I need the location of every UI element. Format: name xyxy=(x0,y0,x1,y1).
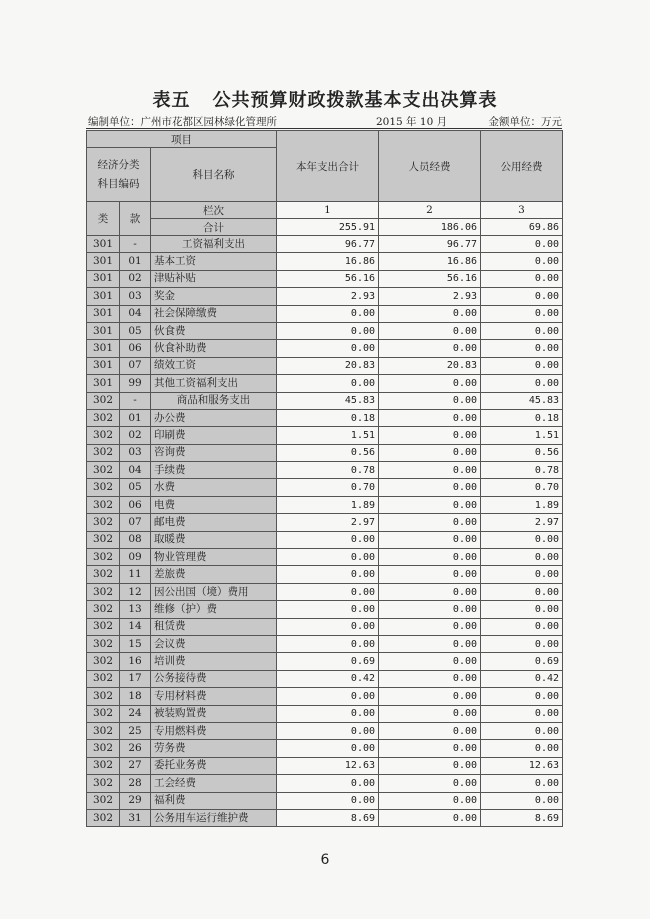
personnel-value: 0.00 xyxy=(379,566,481,583)
subject-name: 工会经费 xyxy=(151,775,277,792)
table-row xyxy=(87,705,563,722)
header-rule xyxy=(86,128,562,129)
personnel-value: 2.93 xyxy=(379,288,481,305)
section-code: 24 xyxy=(120,705,151,722)
public-value: 0.00 xyxy=(481,618,563,635)
table-row xyxy=(87,722,563,739)
header-section: 款 xyxy=(120,202,151,236)
class-code: 301 xyxy=(87,236,120,253)
personnel-value: 0.00 xyxy=(379,775,481,792)
class-code: 302 xyxy=(87,670,120,687)
header-personnel: 人员经费 xyxy=(379,131,481,202)
subject-name: 基本工资 xyxy=(151,253,277,270)
total-value: 8.69 xyxy=(277,809,379,826)
public-value: 8.69 xyxy=(481,809,563,826)
table-row xyxy=(87,514,563,531)
class-code: 302 xyxy=(87,740,120,757)
public-value: 0.00 xyxy=(481,601,563,618)
table-row xyxy=(87,427,563,444)
subject-name: 公务用车运行维护费 xyxy=(151,809,277,826)
public-value: 0.00 xyxy=(481,270,563,287)
section-code: 03 xyxy=(120,444,151,461)
total-value: 0.00 xyxy=(277,583,379,600)
total-value: 0.00 xyxy=(277,722,379,739)
subject-name: 伙食补助费 xyxy=(151,340,277,357)
subject-name: 办公费 xyxy=(151,409,277,426)
section-code: 17 xyxy=(120,670,151,687)
header-col-label: 栏次 xyxy=(151,202,277,219)
personnel-value: 0.00 xyxy=(379,514,481,531)
section-code: 05 xyxy=(120,322,151,339)
subject-name: 取暖费 xyxy=(151,531,277,548)
public-value: 0.00 xyxy=(481,236,563,253)
personnel-value: 0.00 xyxy=(379,427,481,444)
class-code: 302 xyxy=(87,792,120,809)
subject-name: 工资福利支出 xyxy=(151,236,277,253)
subject-name: 奖金 xyxy=(151,288,277,305)
personnel-value: 0.00 xyxy=(379,670,481,687)
class-code: 302 xyxy=(87,549,120,566)
section-code: - xyxy=(120,236,151,253)
public-value: 0.00 xyxy=(481,288,563,305)
public-value: 0.00 xyxy=(481,705,563,722)
section-code: - xyxy=(120,392,151,409)
public-value: 0.00 xyxy=(481,775,563,792)
total-value: 0.56 xyxy=(277,444,379,461)
personnel-value: 0.00 xyxy=(379,305,481,322)
class-code: 301 xyxy=(87,253,120,270)
personnel-value: 16.86 xyxy=(379,253,481,270)
table-row xyxy=(87,775,563,792)
public-value: 0.42 xyxy=(481,670,563,687)
class-code: 302 xyxy=(87,809,120,826)
personnel-value: 0.00 xyxy=(379,722,481,739)
class-code: 302 xyxy=(87,722,120,739)
table-row xyxy=(87,809,563,826)
class-code: 301 xyxy=(87,288,120,305)
table-row xyxy=(87,322,563,339)
personnel-value: 0.00 xyxy=(379,549,481,566)
class-code: 301 xyxy=(87,357,120,374)
section-code: 28 xyxy=(120,775,151,792)
table-row xyxy=(87,340,563,357)
header-subject-name: 科目名称 xyxy=(151,148,277,202)
class-code: 302 xyxy=(87,775,120,792)
personnel-value: 56.16 xyxy=(379,270,481,287)
public-value: 0.00 xyxy=(481,375,563,392)
public-value: 0.00 xyxy=(481,583,563,600)
total-value: 0.00 xyxy=(277,305,379,322)
sum-personnel: 186.06 xyxy=(379,219,481,236)
public-value: 0.00 xyxy=(481,566,563,583)
section-code: 04 xyxy=(120,305,151,322)
sum-total: 255.91 xyxy=(277,219,379,236)
section-code: 13 xyxy=(120,601,151,618)
subject-name: 印刷费 xyxy=(151,427,277,444)
subject-name: 手续费 xyxy=(151,462,277,479)
class-code: 302 xyxy=(87,444,120,461)
personnel-value: 0.00 xyxy=(379,618,481,635)
total-value: 0.00 xyxy=(277,322,379,339)
section-code: 27 xyxy=(120,757,151,774)
section-code: 99 xyxy=(120,375,151,392)
personnel-value: 0.00 xyxy=(379,444,481,461)
section-code: 07 xyxy=(120,357,151,374)
subject-name: 公务接待费 xyxy=(151,670,277,687)
section-code: 08 xyxy=(120,531,151,548)
section-code: 25 xyxy=(120,722,151,739)
class-code: 302 xyxy=(87,462,120,479)
subject-name: 咨询费 xyxy=(151,444,277,461)
table-row xyxy=(87,357,563,374)
table-row xyxy=(87,740,563,757)
total-value: 45.83 xyxy=(277,392,379,409)
table-row xyxy=(87,601,563,618)
table-number: 表五 xyxy=(152,90,191,111)
class-code: 302 xyxy=(87,635,120,652)
subject-name: 电费 xyxy=(151,496,277,513)
table-row xyxy=(87,688,563,705)
total-value: 0.00 xyxy=(277,375,379,392)
personnel-value: 0.00 xyxy=(379,740,481,757)
public-value: 0.00 xyxy=(481,531,563,548)
section-code: 01 xyxy=(120,409,151,426)
total-value: 20.83 xyxy=(277,357,379,374)
table-row xyxy=(87,618,563,635)
personnel-value: 0.00 xyxy=(379,583,481,600)
section-code: 15 xyxy=(120,635,151,652)
class-code: 302 xyxy=(87,496,120,513)
total-value: 12.63 xyxy=(277,757,379,774)
public-value: 0.70 xyxy=(481,479,563,496)
section-code: 02 xyxy=(120,427,151,444)
subject-name: 因公出国（境）费用 xyxy=(151,583,277,600)
class-code: 302 xyxy=(87,427,120,444)
class-code: 302 xyxy=(87,705,120,722)
public-value: 0.00 xyxy=(481,722,563,739)
table-row xyxy=(87,670,563,687)
table-row xyxy=(87,270,563,287)
section-code: 29 xyxy=(120,792,151,809)
personnel-value: 0.00 xyxy=(379,705,481,722)
public-value: 0.00 xyxy=(481,322,563,339)
total-value: 0.00 xyxy=(277,688,379,705)
section-code: 05 xyxy=(120,479,151,496)
personnel-value: 0.00 xyxy=(379,375,481,392)
subject-name: 委托业务费 xyxy=(151,757,277,774)
class-code: 302 xyxy=(87,392,120,409)
section-code: 02 xyxy=(120,270,151,287)
header-public: 公用经费 xyxy=(481,131,563,202)
total-value: 0.00 xyxy=(277,635,379,652)
subject-name: 水费 xyxy=(151,479,277,496)
subject-name: 差旅费 xyxy=(151,566,277,583)
personnel-value: 0.00 xyxy=(379,322,481,339)
compiling-unit: 编制单位：广州市花都区园林绿化管理所 xyxy=(88,116,277,128)
personnel-value: 20.83 xyxy=(379,357,481,374)
header-item: 项目 xyxy=(87,131,277,148)
total-value: 16.86 xyxy=(277,253,379,270)
public-value: 0.00 xyxy=(481,357,563,374)
section-code: 07 xyxy=(120,514,151,531)
subject-name: 邮电费 xyxy=(151,514,277,531)
category-row xyxy=(87,236,563,253)
sum-row-label: 合计 xyxy=(151,219,277,236)
total-value: 0.69 xyxy=(277,653,379,670)
class-code: 301 xyxy=(87,340,120,357)
subject-name: 会议费 xyxy=(151,635,277,652)
personnel-value: 96.77 xyxy=(379,236,481,253)
section-code: 06 xyxy=(120,496,151,513)
total-value: 2.93 xyxy=(277,288,379,305)
personnel-value: 0.00 xyxy=(379,496,481,513)
subject-name: 专用材料费 xyxy=(151,688,277,705)
subject-name: 社会保障缴费 xyxy=(151,305,277,322)
class-code: 302 xyxy=(87,566,120,583)
class-code: 301 xyxy=(87,270,120,287)
page-number: 6 xyxy=(320,852,330,868)
personnel-value: 0.00 xyxy=(379,392,481,409)
class-code: 302 xyxy=(87,479,120,496)
section-code: 11 xyxy=(120,566,151,583)
public-value: 0.00 xyxy=(481,792,563,809)
section-code: 09 xyxy=(120,549,151,566)
class-code: 302 xyxy=(87,757,120,774)
total-value: 0.18 xyxy=(277,409,379,426)
header-econ-code: 经济分类科目编码 xyxy=(87,148,151,202)
subject-name: 专用燃料费 xyxy=(151,722,277,739)
class-code: 302 xyxy=(87,618,120,635)
public-value: 1.89 xyxy=(481,496,563,513)
total-value: 0.00 xyxy=(277,566,379,583)
class-code: 302 xyxy=(87,531,120,548)
section-code: 01 xyxy=(120,253,151,270)
public-value: 12.63 xyxy=(481,757,563,774)
header-col3: 3 xyxy=(481,202,563,219)
total-value: 2.97 xyxy=(277,514,379,531)
personnel-value: 0.00 xyxy=(379,809,481,826)
personnel-value: 0.00 xyxy=(379,792,481,809)
public-value: 1.51 xyxy=(481,427,563,444)
personnel-value: 0.00 xyxy=(379,635,481,652)
expenditure-table xyxy=(86,130,563,827)
class-code: 302 xyxy=(87,601,120,618)
total-value: 0.00 xyxy=(277,775,379,792)
table-row xyxy=(87,635,563,652)
section-code: 06 xyxy=(120,340,151,357)
personnel-value: 0.00 xyxy=(379,757,481,774)
table-row xyxy=(87,253,563,270)
subject-name: 培训费 xyxy=(151,653,277,670)
page-title xyxy=(0,86,650,112)
subject-name: 绩效工资 xyxy=(151,357,277,374)
public-value: 45.83 xyxy=(481,392,563,409)
report-date: 2015 年 10 月 xyxy=(376,116,448,128)
subject-name: 被装购置费 xyxy=(151,705,277,722)
personnel-value: 0.00 xyxy=(379,462,481,479)
public-value: 0.56 xyxy=(481,444,563,461)
personnel-value: 0.00 xyxy=(379,531,481,548)
table-row xyxy=(87,479,563,496)
subject-name: 维修（护）费 xyxy=(151,601,277,618)
public-value: 0.00 xyxy=(481,549,563,566)
class-code: 302 xyxy=(87,409,120,426)
table-row xyxy=(87,583,563,600)
table-row xyxy=(87,375,563,392)
section-code: 31 xyxy=(120,809,151,826)
personnel-value: 0.00 xyxy=(379,688,481,705)
public-value: 0.00 xyxy=(481,635,563,652)
public-value: 0.00 xyxy=(481,740,563,757)
class-code: 302 xyxy=(87,583,120,600)
header-class: 类 xyxy=(87,202,120,236)
total-value: 1.51 xyxy=(277,427,379,444)
section-code: 18 xyxy=(120,688,151,705)
subject-name: 福利费 xyxy=(151,792,277,809)
table-row xyxy=(87,566,563,583)
table-row xyxy=(87,653,563,670)
total-value: 0.78 xyxy=(277,462,379,479)
total-value: 0.70 xyxy=(277,479,379,496)
table-row xyxy=(87,444,563,461)
table-row xyxy=(87,792,563,809)
class-code: 302 xyxy=(87,653,120,670)
table-row xyxy=(87,409,563,426)
total-value: 0.00 xyxy=(277,705,379,722)
subject-name: 租赁费 xyxy=(151,618,277,635)
section-code: 14 xyxy=(120,618,151,635)
public-value: 0.00 xyxy=(481,305,563,322)
total-value: 0.00 xyxy=(277,549,379,566)
total-value: 0.42 xyxy=(277,670,379,687)
class-code: 302 xyxy=(87,514,120,531)
total-value: 1.89 xyxy=(277,496,379,513)
section-code: 03 xyxy=(120,288,151,305)
header-total: 本年支出合计 xyxy=(277,131,379,202)
total-value: 96.77 xyxy=(277,236,379,253)
section-code: 04 xyxy=(120,462,151,479)
header-col1: 1 xyxy=(277,202,379,219)
category-row xyxy=(87,392,563,409)
table-row xyxy=(87,305,563,322)
class-code: 301 xyxy=(87,305,120,322)
class-code: 301 xyxy=(87,322,120,339)
subject-name: 津贴补贴 xyxy=(151,270,277,287)
total-value: 0.00 xyxy=(277,531,379,548)
table-row xyxy=(87,288,563,305)
class-code: 301 xyxy=(87,375,120,392)
section-code: 12 xyxy=(120,583,151,600)
personnel-value: 0.00 xyxy=(379,601,481,618)
subject-name: 其他工资福利支出 xyxy=(151,375,277,392)
section-code: 26 xyxy=(120,740,151,757)
total-value: 0.00 xyxy=(277,340,379,357)
public-value: 0.00 xyxy=(481,340,563,357)
public-value: 0.78 xyxy=(481,462,563,479)
total-value: 0.00 xyxy=(277,618,379,635)
personnel-value: 0.00 xyxy=(379,340,481,357)
public-value: 2.97 xyxy=(481,514,563,531)
total-value: 0.00 xyxy=(277,740,379,757)
public-value: 0.69 xyxy=(481,653,563,670)
table-row xyxy=(87,757,563,774)
class-code: 302 xyxy=(87,688,120,705)
public-value: 0.00 xyxy=(481,253,563,270)
table-row xyxy=(87,462,563,479)
header-col2: 2 xyxy=(379,202,481,219)
subject-name: 伙食费 xyxy=(151,322,277,339)
table-row xyxy=(87,549,563,566)
table-title: 公共预算财政拨款基本支出决算表 xyxy=(212,90,498,111)
money-unit: 金额单位：万元 xyxy=(488,116,562,128)
total-value: 0.00 xyxy=(277,601,379,618)
public-value: 0.18 xyxy=(481,409,563,426)
sum-public: 69.86 xyxy=(481,219,563,236)
subject-name: 劳务费 xyxy=(151,740,277,757)
personnel-value: 0.00 xyxy=(379,653,481,670)
total-value: 0.00 xyxy=(277,792,379,809)
personnel-value: 0.00 xyxy=(379,479,481,496)
subject-name: 物业管理费 xyxy=(151,549,277,566)
total-value: 56.16 xyxy=(277,270,379,287)
subject-name: 商品和服务支出 xyxy=(151,392,277,409)
table-row xyxy=(87,531,563,548)
section-code: 16 xyxy=(120,653,151,670)
table-row xyxy=(87,496,563,513)
public-value: 0.00 xyxy=(481,688,563,705)
personnel-value: 0.00 xyxy=(379,409,481,426)
